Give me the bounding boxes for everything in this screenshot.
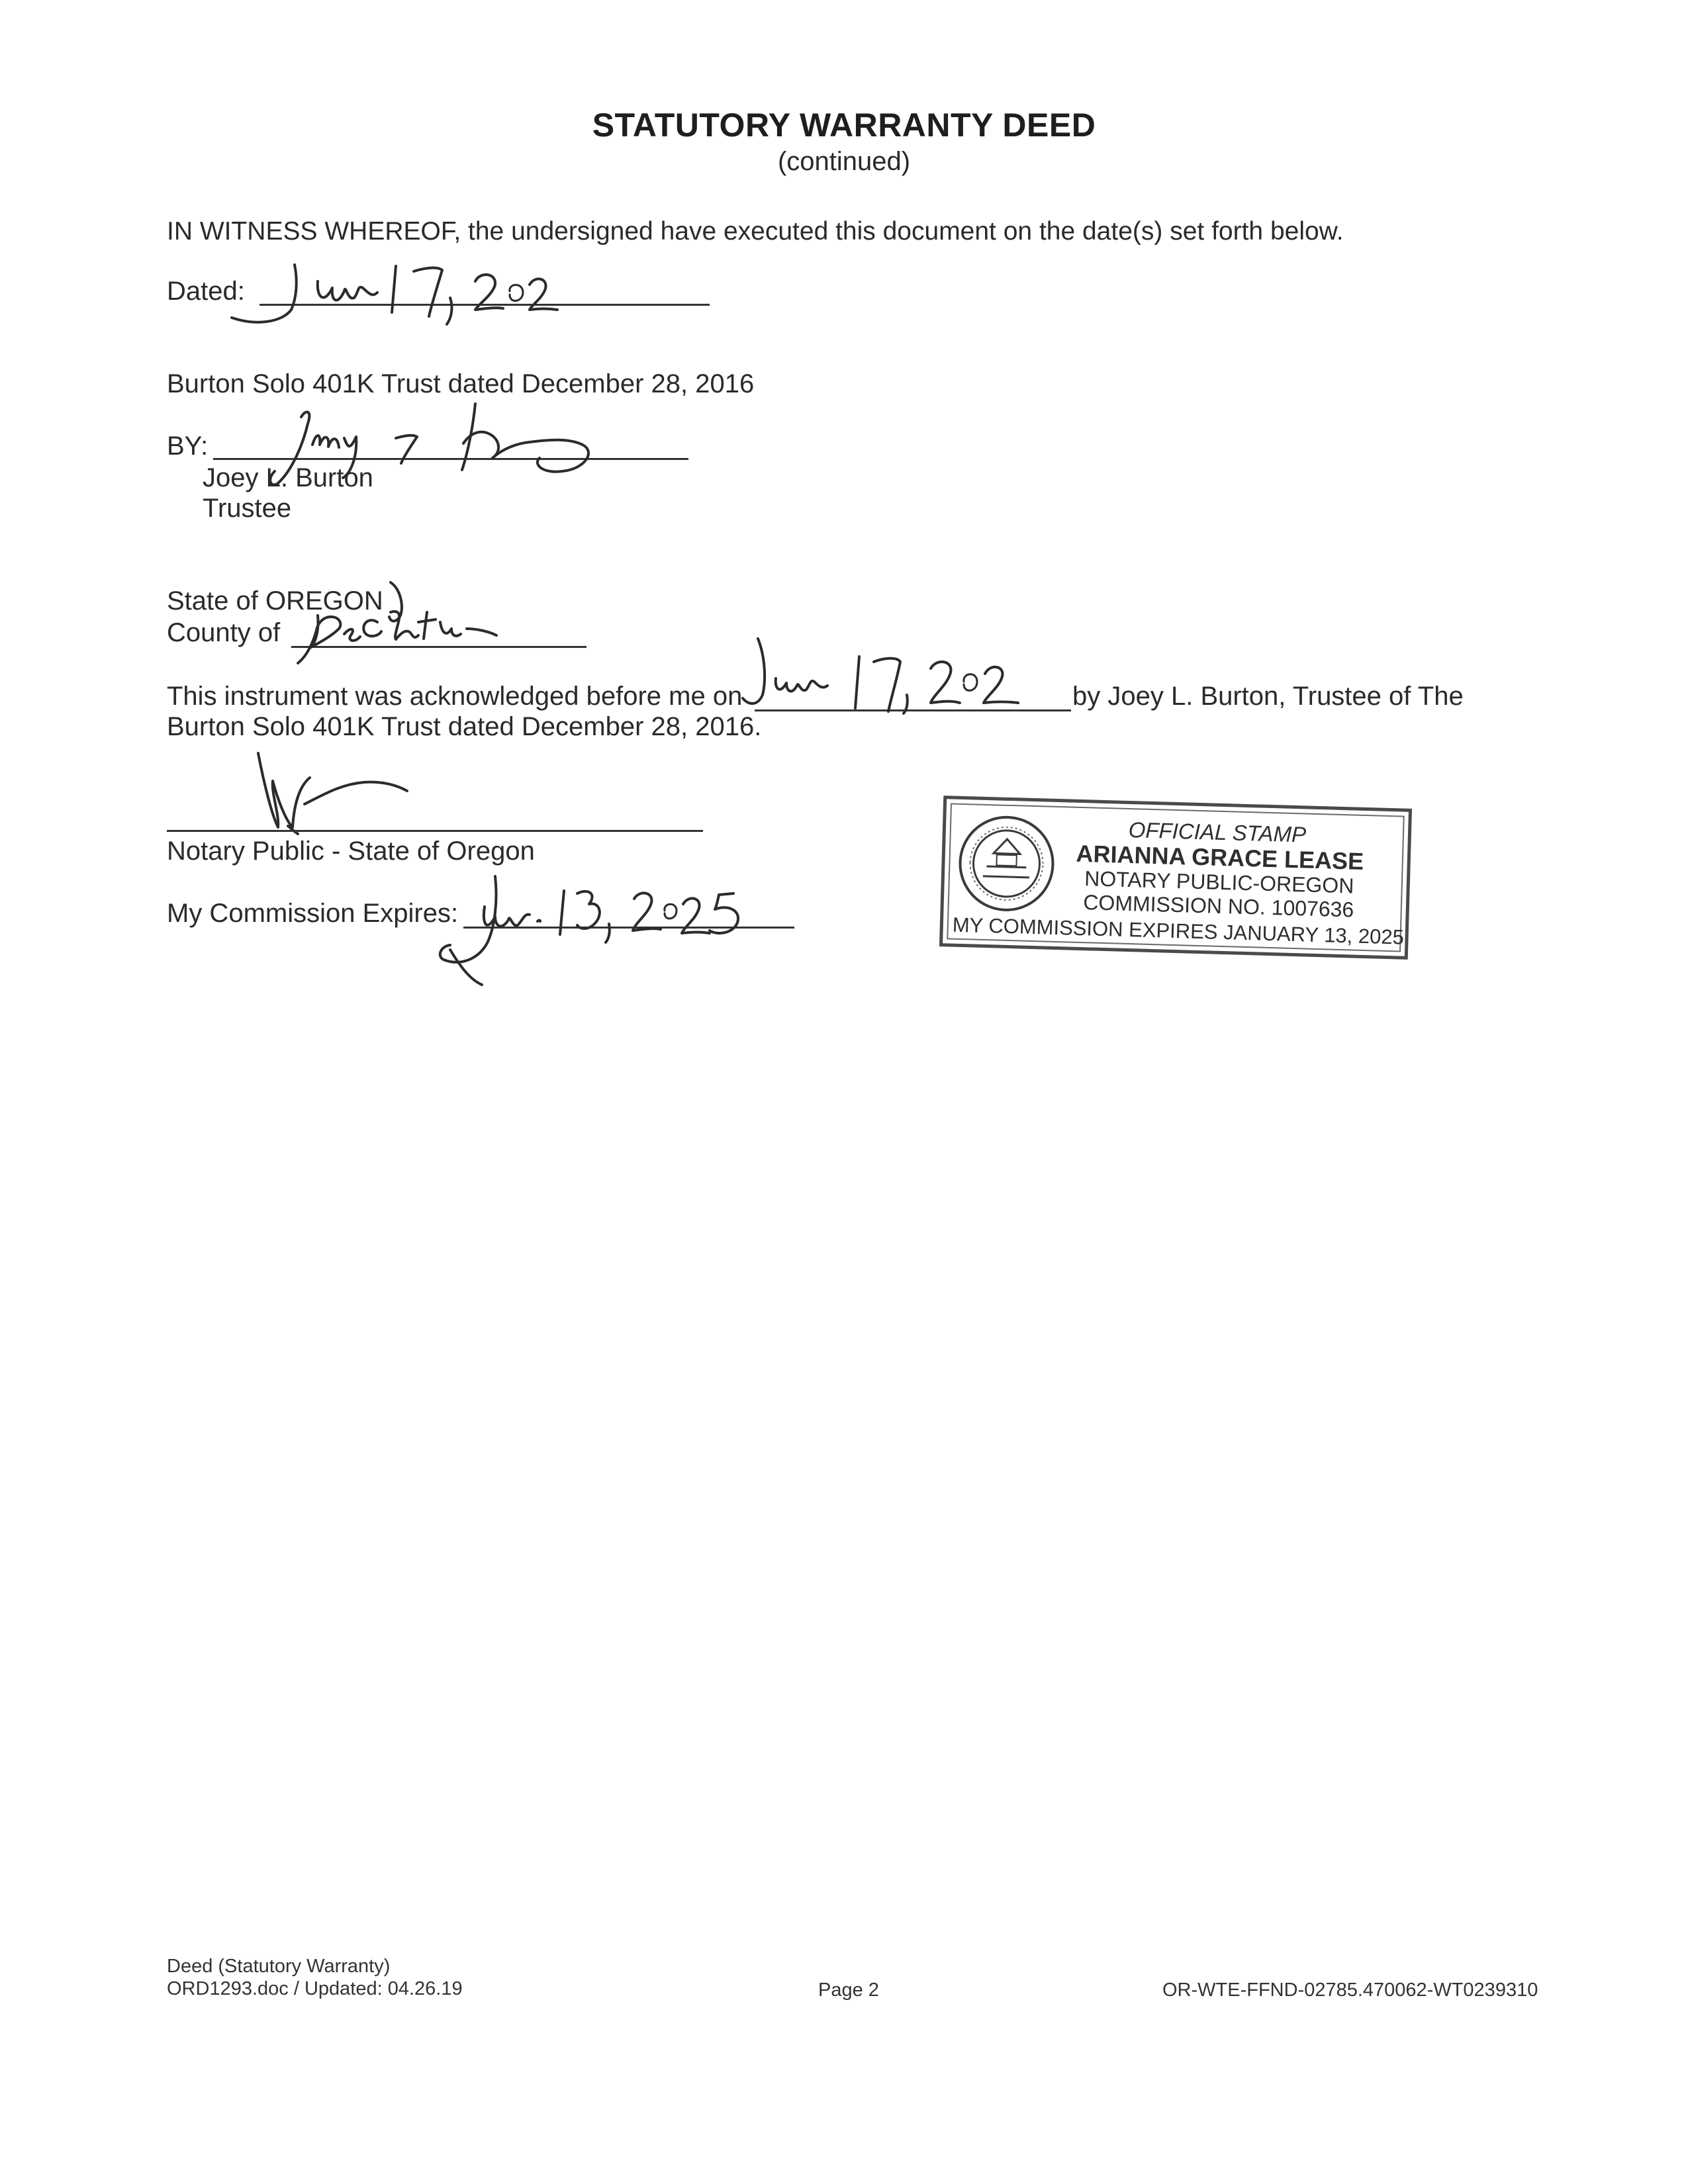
- acknowledgment-line-2: Burton Solo 401K Trust dated December 28, 2016.: [167, 712, 762, 741]
- county-label: County of: [167, 618, 281, 647]
- trust-entity: Burton Solo 401K Trust dated December 28, 2016: [167, 369, 755, 398]
- dated-handwriting: [218, 251, 616, 331]
- acknowledgment-suffix: by Joey L. Burton, Trustee of The: [1072, 682, 1464, 711]
- footer-doc-reference: ORD1293.doc / Updated: 04.26.19: [167, 1978, 463, 1999]
- state-seal-icon: [955, 813, 1057, 915]
- notary-label: Notary Public - State of Oregon: [167, 837, 535, 866]
- commission-handwriting: [424, 867, 794, 986]
- official-notary-stamp: [939, 796, 1412, 960]
- acknowledgment-prefix: This instrument was acknowledged before me on: [167, 682, 743, 711]
- footer-doc-type: Deed (Statutory Warranty): [167, 1956, 391, 1977]
- stamp-commission-expiry: MY COMMISSION EXPIRES JANUARY 13, 2025: [952, 913, 1405, 949]
- commission-label: My Commission Expires:: [167, 899, 459, 928]
- county-handwriting: [278, 576, 530, 675]
- stamp-notary-name: ARIANNA GRACE LEASE: [1076, 839, 1364, 875]
- by-label: BY:: [167, 432, 209, 461]
- trustee-name: Joey L. Burton: [203, 463, 373, 492]
- document-title: STATUTORY WARRANTY DEED: [592, 107, 1096, 144]
- state-line: State of OREGON: [167, 586, 383, 615]
- notary-signature-line: [167, 830, 703, 832]
- stamp-notary-title: NOTARY PUBLIC-OREGON: [1084, 866, 1354, 898]
- acknowledgment-date-handwriting: [735, 629, 1079, 728]
- witness-statement: IN WITNESS WHEREOF, the undersigned have executed this document on the date(s) set forth below.: [167, 217, 1344, 246]
- footer-page-number: Page 2: [818, 1979, 879, 2001]
- notary-signature: [225, 741, 477, 841]
- stamp-heading: OFFICIAL STAMP: [1128, 817, 1307, 847]
- dated-label: Dated:: [167, 277, 245, 306]
- footer-order-number: OR-WTE-FFND-02785.470062-WT0239310: [1162, 1979, 1538, 2001]
- document-subtitle: (continued): [777, 147, 911, 176]
- trustee-title: Trustee: [203, 494, 292, 523]
- stamp-commission-number: COMMISSION NO. 1007636: [1082, 890, 1354, 922]
